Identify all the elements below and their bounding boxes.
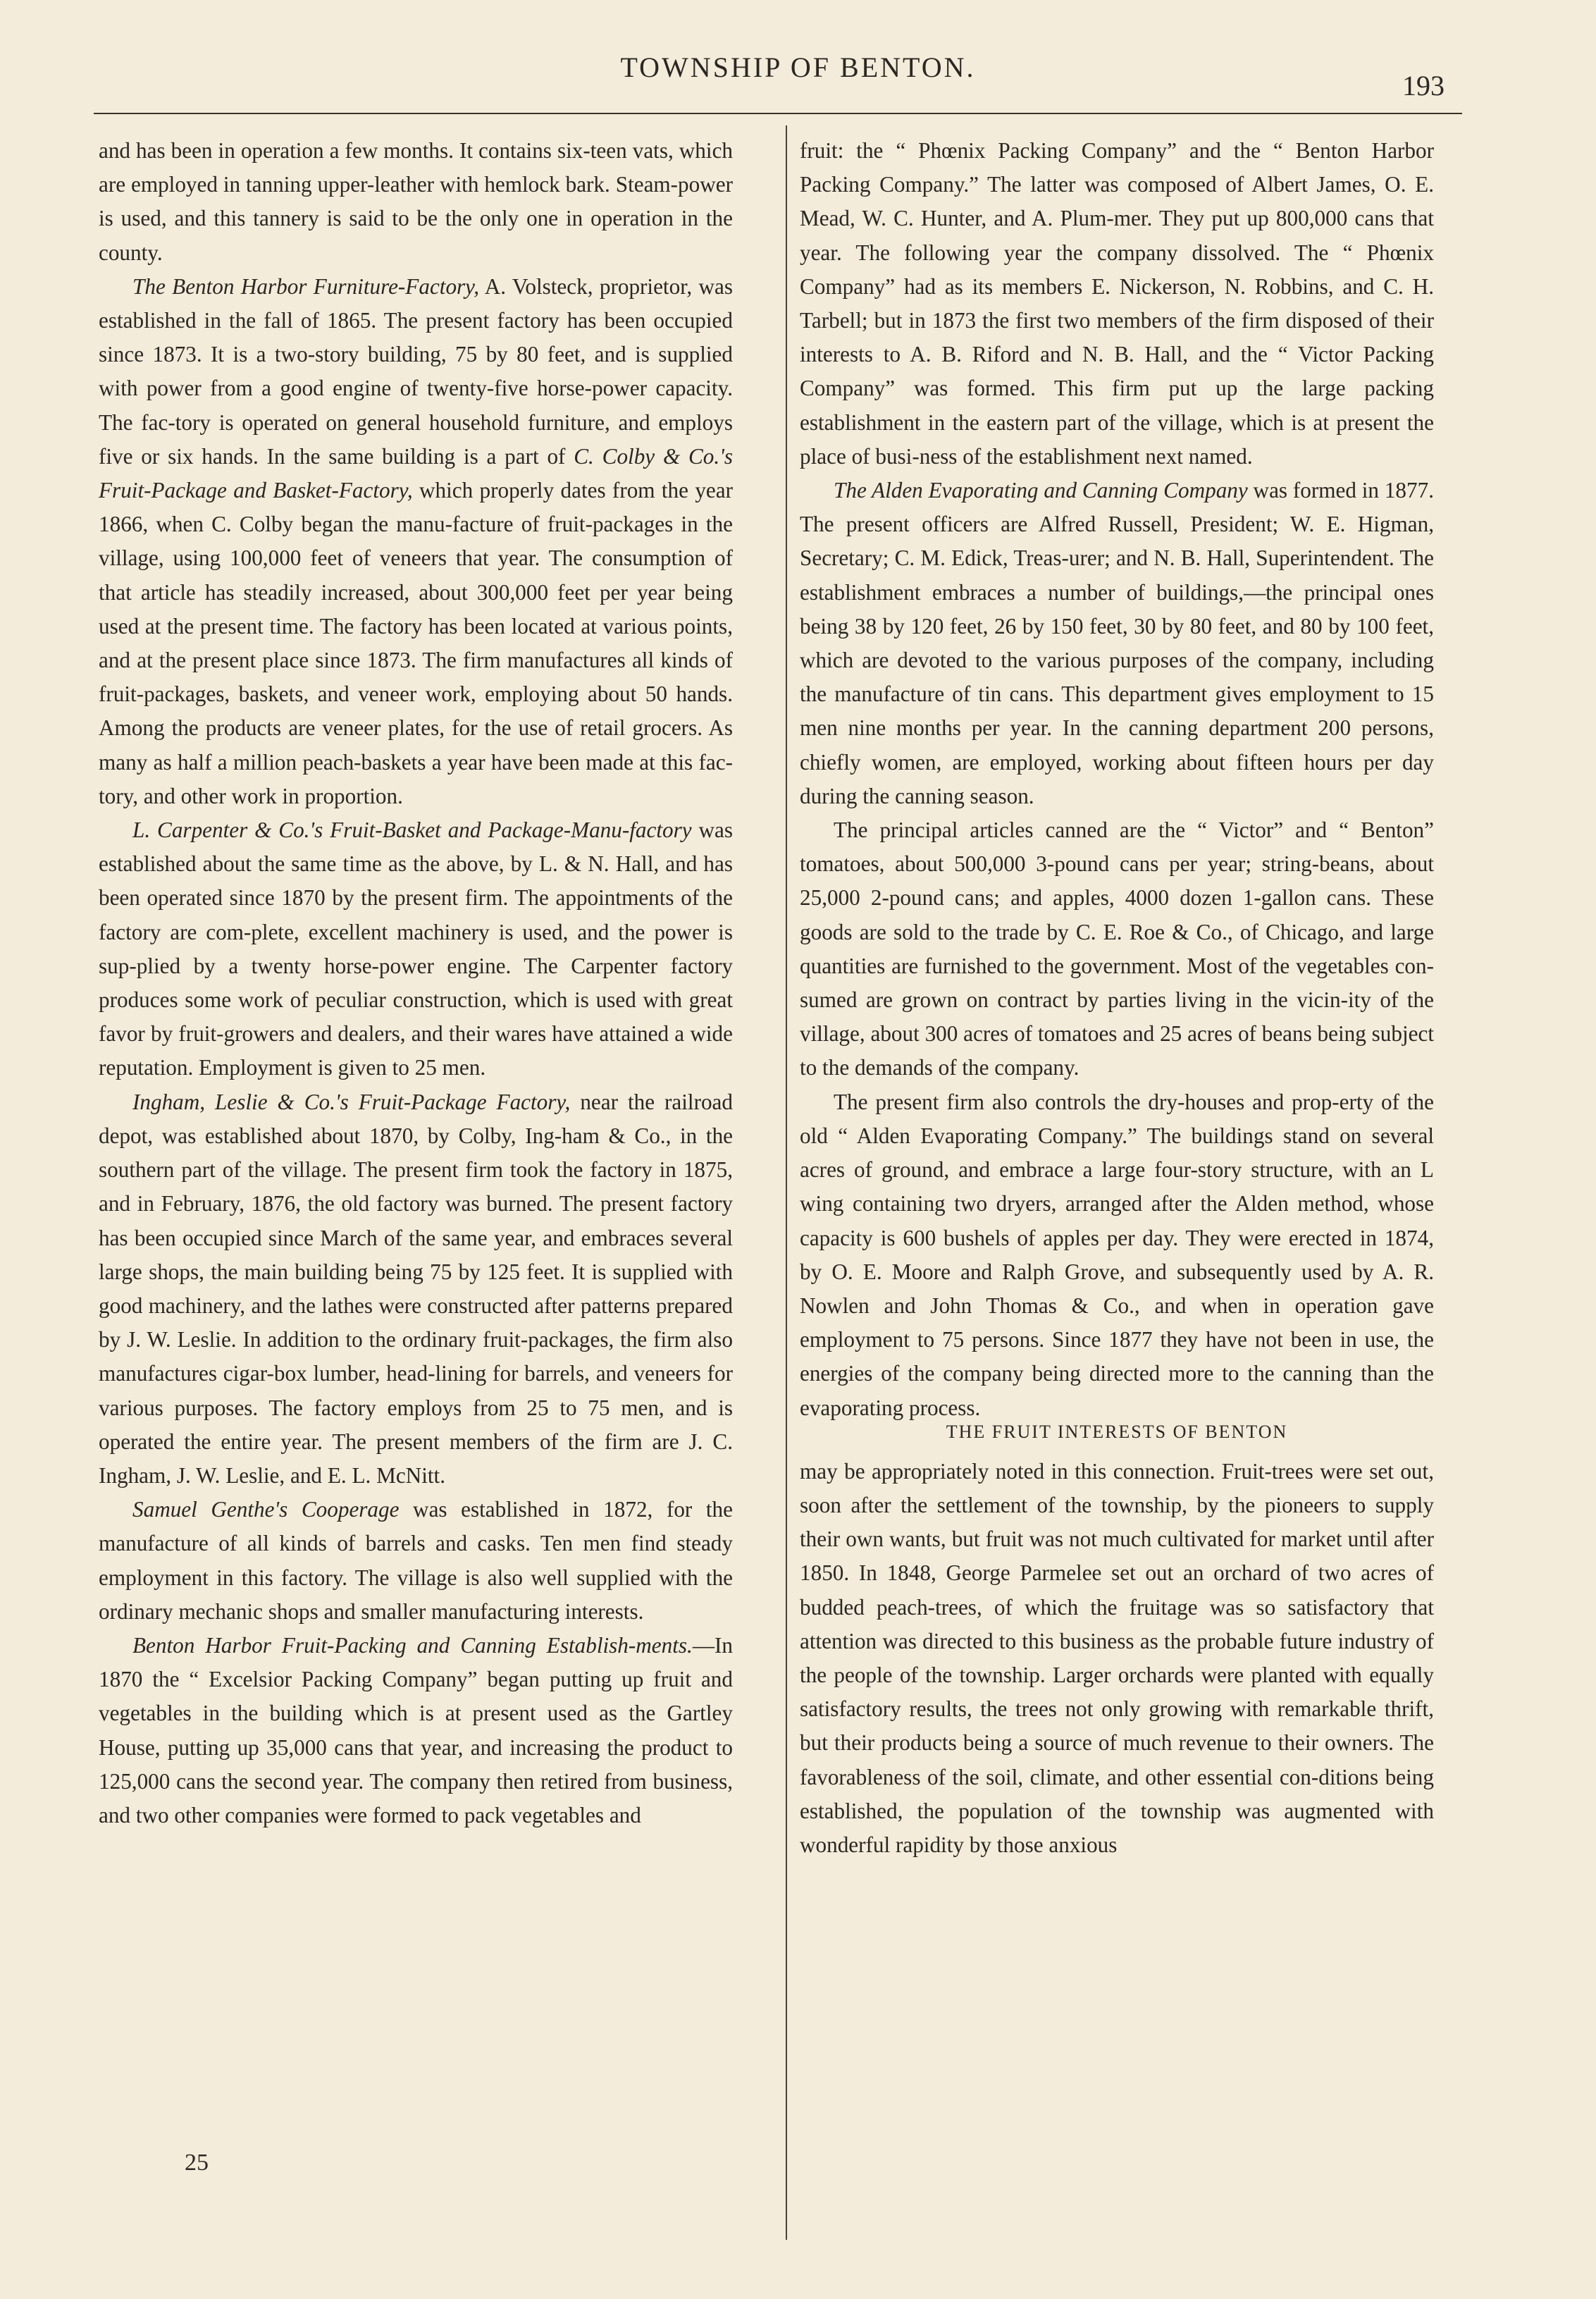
paragraph <box>99 1085 733 1493</box>
business-name: C. Colby & Co.'s Fruit-Package and Basket-Factory, <box>99 443 734 503</box>
paragraph <box>99 270 733 813</box>
paragraph: fruit: the “ Phœnix Packing Company” and the “ Benton Harbor Packing Company.” The latter was composed of Albert James, O. E. Mead, W. C. Hunter, and A. Plum-mer. They put up 800,000 cans that year. The following year the company dissolved. The “ Phœnix Company” had as its members E. Nickerson, N. Robbins, and C. H. Tarbell; but in 1873 the first two members of the firm disposed of their interests to A. B. Riford and N. B. Hall, and the “ Victor Packing Company” was formed. This firm put up the large packing establishment in the eastern part of the village, which is at present the place of busi-ness of the establishment next named. <box>800 138 1434 469</box>
running-head: TOWNSHIP OF BENTON. <box>620 51 976 83</box>
page-number: 193 <box>1402 70 1445 101</box>
paragraph-text: A. Volsteck, proprietor, was established in the fall of 1865. The present factory has been occupied since 1873. It is a two-story building, 75 by 80 feet, and is supplied with power from a good engine of twenty-five horse-power capacity. The fac-tory is operated on general household furniture, and employs five or six hands. In the same building is a part of <box>99 273 733 469</box>
paragraph <box>99 1629 733 1832</box>
right-column <box>800 134 1434 1862</box>
paragraph <box>800 474 1434 813</box>
business-name: Samuel Genthe's Cooperage <box>132 1497 400 1522</box>
business-name: The Alden Evaporating and Canning Company <box>834 478 1248 503</box>
paragraph-text: was established about the same time as the above, by L. & N. Hall, and has been operated since 1870 by the present firm. The appointments of the factory are com-plete, excellent machinery is used, and the power is sup-plied by a twenty horse-power engine. The Carpenter factory produces some work of peculiar construction, which is used with great favor by fruit-growers and dealers, and their wares have attained a wide reputation. Employment is given to 25 men. <box>99 818 733 1080</box>
paragraph: The principal articles canned are the “ Victor” and “ Benton” tomatoes, about 500,000 3-pound cans per year; string-beans, about 25,000 2-pound cans; and apples, 4000 dozen 1-gallon cans. These goods are sold to the trade by C. E. Roe & Co., of Chicago, and large quantities are furnished to the government. Most of the vegetables con-sumed are grown on contract by parties living in the vicin-ity of the village, about 300 acres of tomatoes and 25 acres of beans being subject to the demands of the company. <box>800 818 1434 1080</box>
paragraph-text: was formed in 1877. The present officers are Alfred Russell, President; W. E. Higman, Secretary; C. M. Edick, Treas-urer; and N. B. Hall, Superintendent. The establishment embraces a number of buildings,—the principal ones being 38 by 120 feet, 26 by 150 feet, 30 by 80 feet, and 80 by 100 feet, which are devoted to the various purposes of the company, including the manufacture of tin cans. This department gives employment to 15 men nine months per year. In the canning department 200 persons, chiefly women, are employed, working about fifteen hours per day during the canning season. <box>800 478 1434 808</box>
business-name: The Benton Harbor Furniture-Factory, <box>132 273 480 299</box>
signature-mark: 25 <box>185 2150 209 2176</box>
left-column <box>99 134 733 1832</box>
business-name: L. Carpenter & Co.'s Fruit-Basket and Package-Manu-factory <box>132 818 692 843</box>
paragraph: may be appropriately noted in this connection. Fruit-trees were set out, soon after the settlement of the township, by the pioneers to supply their own wants, but fruit was not much cultivated for market until after 1850. In 1848, George Parmelee set out an orchard of two acres of budded peach-trees, of which the fruitage was so satisfactory that attention was directed to this business as the probable future industry of the people of the township. Larger orchards were planted with equally satisfactory results, the trees not only growing with remarkable thrift, but their products being a source of much revenue to their owners. The favorableness of the soil, climate, and other essential con-ditions being established, the population of the township was augmented with wonderful rapidity by those anxious <box>800 1458 1434 1857</box>
paragraph-text: —In 1870 the “ Excelsior Packing Company” began putting up fruit and vegetables in the building which is at present used as the Gartley House, putting up 35,000 cans that year, and increasing the product to 125,000 cans the second year. The company then retired from business, and two other companies were formed to pack vegetables and <box>99 1632 733 1828</box>
paragraph: The present firm also controls the dry-houses and prop-erty of the old “ Alden Evaporating Company.” The buildings stand on several acres of ground, and embrace a large four-story structure, with an L wing containing two dryers, arranged after the Alden method, whose capacity is 600 bushels of apples per day. They were erected in 1874, by O. E. Moore and Ralph Grove, and subsequently used by A. R. Nowlen and John Thomas & Co., and when in operation gave employment to 75 persons. Since 1877 they have not been in use, the energies of the company being directed more to the canning than the evaporating process. <box>800 1089 1434 1420</box>
column-divider <box>786 125 787 2240</box>
paragraph: and has been in operation a few months. It contains six-teen vats, which are employed in tanning upper-leather with hemlock bark. Steam-power is used, and this tannery is said to be the only one in operation in the county. <box>99 138 733 265</box>
paragraph <box>99 813 733 1085</box>
paragraph <box>99 1493 733 1629</box>
business-name: Benton Harbor Fruit-Packing and Canning Establish-ments. <box>132 1632 693 1658</box>
paragraph-text: which properly dates from the year 1866, when C. Colby began the manu-facture of fruit-packages in the village, using 100,000 feet of veneers that year. The consumption of that article has steadily increased, about 300,000 feet per year being used at the present time. The factory has been located at various points, and at the present place since 1873. The firm manufactures all kinds of fruit-packages, baskets, and veneer work, employing about 50 hands. Among the products are veneer plates, for the use of retail grocers. As many as half a million peach-baskets a year have been made at this fac-tory, and other work in proportion. <box>99 478 733 808</box>
paragraph-text: near the railroad depot, was established about 1870, by Colby, Ing-ham & Co., in the southern part of the village. The present firm took the factory in 1875, and in February, 1876, the old factory was burned. The present factory has been occupied since March of the same year, and embraces several large shops, the main building being 75 by 125 feet. It is supplied with good machinery, and the lathes were constructed after patterns prepared by J. W. Leslie. In addition to the ordinary fruit-packages, the firm also manufactures cigar-box lumber, head-lining for barrels, and veneers for various purposes. The factory employs from 25 to 75 men, and is operated the entire year. The present members of the firm are J. C. Ingham, J. W. Leslie, and E. L. McNitt. <box>99 1089 733 1488</box>
business-name: Ingham, Leslie & Co.'s Fruit-Package Factory, <box>132 1089 571 1114</box>
header-rule <box>94 113 1462 114</box>
paragraph-text: was established in 1872, for the manufacture of all kinds of barrels and casks. Ten men find steady employment in this factory. The village is also well supplied with the ordinary mechanic shops and smaller manufacturing interests. <box>99 1497 733 1624</box>
section-heading: THE FRUIT INTERESTS OF BENTON <box>946 1421 1288 1442</box>
